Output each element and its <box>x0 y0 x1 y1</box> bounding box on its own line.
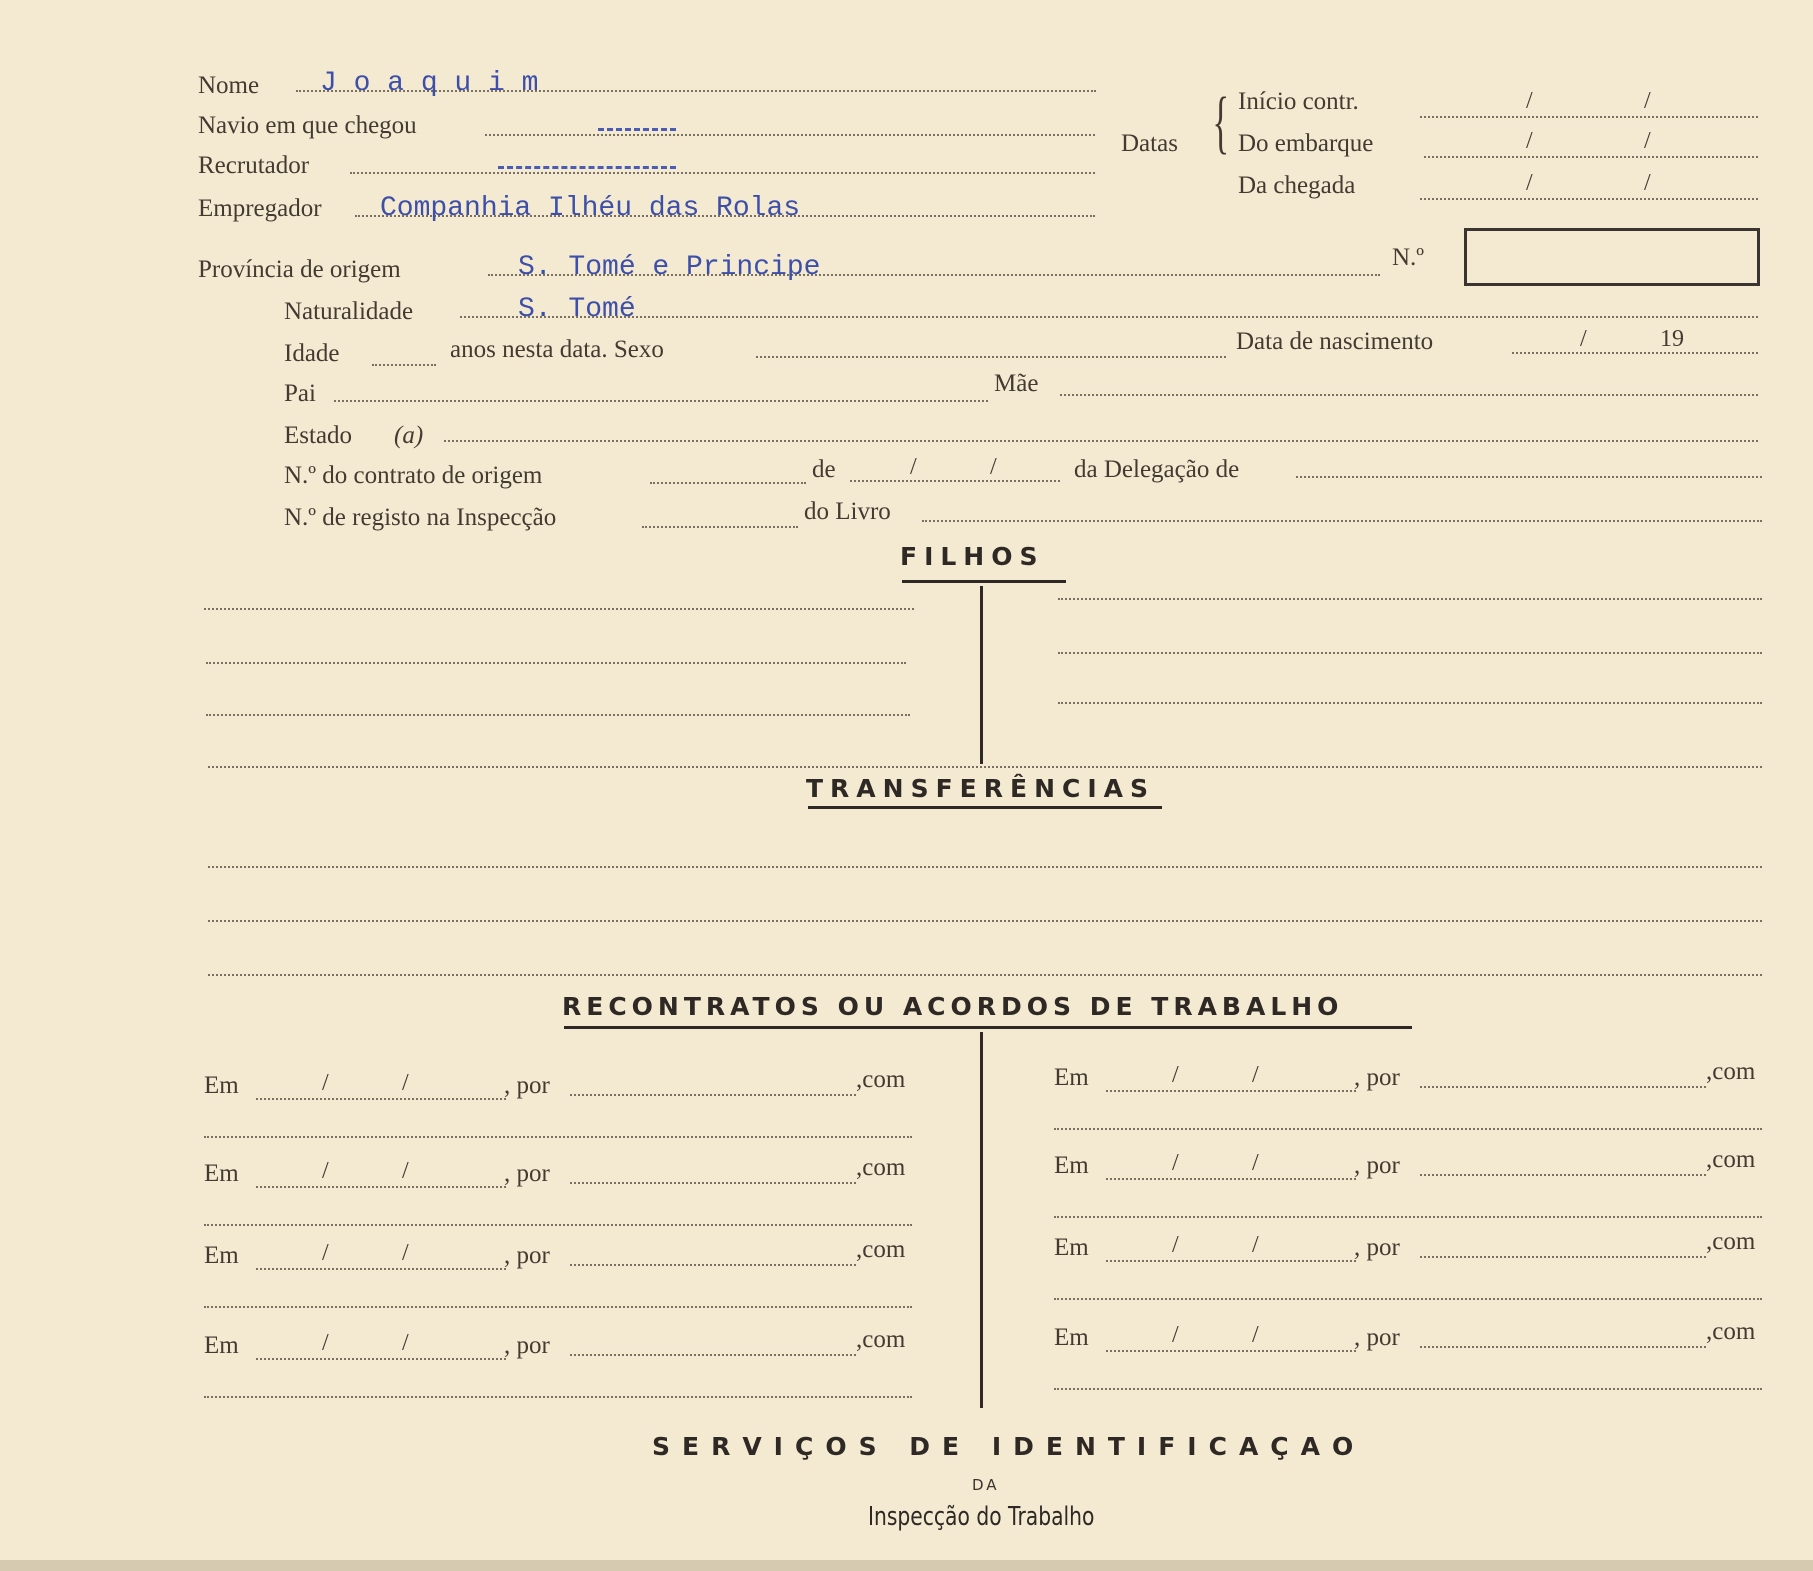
recontrato-left-1-date-slash-1: / <box>322 1070 329 1096</box>
inicio-date-slash-2: / <box>1644 88 1651 114</box>
transferencias-line-2[interactable] <box>208 920 1762 922</box>
transferencias-heading: TRANSFERÊNCIAS <box>806 774 1155 803</box>
recontrato-left-1-continuation-line[interactable] <box>204 1136 912 1138</box>
livro-field-line[interactable] <box>922 520 1762 522</box>
estado-label: Estado <box>284 422 353 449</box>
filhos-bottom-line[interactable] <box>208 766 1762 768</box>
navio-label: Navio em que chegou <box>198 112 417 139</box>
contrato-date-slash-2: / <box>990 454 997 480</box>
delegacao-field-line[interactable] <box>1296 476 1762 478</box>
recontrato-right-1-continuation-line[interactable] <box>1054 1128 1762 1130</box>
registo-field-line[interactable] <box>642 526 798 528</box>
recontrato-left-4-date-slash-1: / <box>322 1330 329 1356</box>
recontratos-divider <box>980 1032 983 1408</box>
recontrato-left-4-date-line[interactable] <box>256 1358 506 1360</box>
nome-value: J o a q u i m <box>320 68 539 99</box>
naturalidade-label: Naturalidade <box>284 298 414 325</box>
recontrato-left-3-date-slash-1: / <box>322 1240 329 1266</box>
recontrato-left-4-em-label: Em <box>204 1332 239 1359</box>
nascimento-date-slash: / <box>1580 326 1587 352</box>
recontrato-right-1-em-label: Em <box>1054 1064 1089 1091</box>
recontrato-left-4-date-slash-2: / <box>402 1330 409 1356</box>
contrato-label: N.º do contrato de origem <box>284 462 543 489</box>
anos-sexo-label: anos nesta data. Sexo <box>450 336 664 363</box>
recontrato-right-3-por-line[interactable] <box>1420 1256 1706 1258</box>
recontrato-right-2-date-line[interactable] <box>1106 1178 1356 1180</box>
recontrato-left-1-date-line[interactable] <box>256 1098 506 1100</box>
datas-brace-icon: { <box>1212 84 1230 161</box>
recontrato-left-3-date-line[interactable] <box>256 1268 506 1270</box>
recontrato-left-2-com-label: ,com <box>856 1154 906 1181</box>
recontrato-left-1-date-slash-2: / <box>402 1070 409 1096</box>
recontratos-underline <box>564 1026 1412 1029</box>
recontrato-right-2-date-slash-2: / <box>1252 1150 1259 1176</box>
transferencias-line-1[interactable] <box>208 866 1762 868</box>
livro-label: do Livro <box>804 498 891 525</box>
recontrato-left-4-com-label: ,com <box>856 1326 906 1353</box>
recontratos-heading: RECONTRATOS OU ACORDOS DE TRABALHO <box>562 992 1344 1021</box>
recontrato-right-1-por-label: , por <box>1354 1064 1400 1091</box>
idade-field-line[interactable] <box>372 364 436 366</box>
provincia-label: Província de origem <box>198 256 401 283</box>
chegada-label: Da chegada <box>1238 172 1356 199</box>
recontrato-left-2-por-label: , por <box>504 1160 550 1187</box>
filhos-left-line-3[interactable] <box>206 714 910 716</box>
recrutador-typed-dashes <box>498 166 676 169</box>
nascimento-label: Data de nascimento <box>1236 328 1434 355</box>
recontrato-left-2-em-label: Em <box>204 1160 239 1187</box>
registo-label: N.º de registo na Inspecção <box>284 504 557 531</box>
recontrato-right-2-date-slash-1: / <box>1172 1150 1179 1176</box>
embarque-label: Do embarque <box>1238 130 1374 157</box>
filhos-right-line-3[interactable] <box>1058 702 1762 704</box>
contrato-de-label: de <box>812 456 836 483</box>
sexo-field-line[interactable] <box>756 356 1226 358</box>
recontrato-right-1-date-slash-1: / <box>1172 1062 1179 1088</box>
recontrato-left-3-continuation-line[interactable] <box>204 1306 912 1308</box>
numero-label: N.º <box>1392 244 1425 271</box>
recontrato-left-2-por-line[interactable] <box>570 1182 856 1184</box>
numero-box[interactable] <box>1464 228 1760 286</box>
transferencias-underline <box>808 806 1162 809</box>
embarque-date-line[interactable] <box>1424 156 1758 158</box>
recontrato-left-3-date-slash-2: / <box>402 1240 409 1266</box>
recontrato-left-2-continuation-line[interactable] <box>204 1224 912 1226</box>
recontrato-left-3-por-line[interactable] <box>570 1264 856 1266</box>
mae-label: Mãe <box>994 370 1039 397</box>
recontrato-left-3-com-label: ,com <box>856 1236 906 1263</box>
recontrato-left-1-por-label: , por <box>504 1072 550 1099</box>
recontrato-right-2-por-label: , por <box>1354 1152 1400 1179</box>
filhos-heading: FILHOS <box>900 542 1045 571</box>
recrutador-label: Recrutador <box>198 152 310 179</box>
recontrato-right-3-date-slash-2: / <box>1252 1232 1259 1258</box>
recontrato-left-4-continuation-line[interactable] <box>204 1396 912 1398</box>
recontrato-right-4-date-line[interactable] <box>1106 1350 1356 1352</box>
recontrato-right-3-por-label: , por <box>1354 1234 1400 1261</box>
embarque-date-slash-2: / <box>1644 128 1651 154</box>
navio-field-line[interactable] <box>485 134 1095 136</box>
pai-label: Pai <box>284 380 316 407</box>
contrato-date-line[interactable] <box>850 480 1060 482</box>
naturalidade-value: S. Tomé <box>518 294 636 325</box>
recontrato-right-3-continuation-line[interactable] <box>1054 1298 1762 1300</box>
contrato-field-line[interactable] <box>650 482 806 484</box>
recontrato-right-1-com-label: ,com <box>1706 1058 1756 1085</box>
recontrato-left-3-por-label: , por <box>504 1242 550 1269</box>
datas-label: Datas <box>1121 130 1178 157</box>
inicio-date-slash-1: / <box>1526 88 1533 114</box>
recontrato-right-4-com-label: ,com <box>1706 1318 1756 1345</box>
inicio-label: Início contr. <box>1238 88 1359 115</box>
navio-typed-dashes <box>598 128 676 131</box>
recontrato-right-2-por-line[interactable] <box>1420 1174 1706 1176</box>
filhos-left-line-2[interactable] <box>206 662 906 664</box>
mae-field-line[interactable] <box>1060 394 1758 396</box>
provincia-value: S. Tomé e Principe <box>518 252 821 283</box>
recontrato-right-1-date-slash-2: / <box>1252 1062 1259 1088</box>
recontrato-left-2-date-slash-2: / <box>402 1158 409 1184</box>
inicio-date-line[interactable] <box>1420 116 1758 118</box>
recontrato-right-3-date-line[interactable] <box>1106 1260 1356 1262</box>
chegada-date-slash-1: / <box>1526 170 1533 196</box>
empregador-value: Companhia Ilhéu das Rolas <box>380 193 801 224</box>
filhos-right-line-1[interactable] <box>1058 598 1762 600</box>
recontrato-right-3-date-slash-1: / <box>1172 1232 1179 1258</box>
recontrato-right-4-por-label: , por <box>1354 1324 1400 1351</box>
estado-note: (a) <box>394 422 424 449</box>
filhos-divider <box>980 586 983 764</box>
estado-field-line[interactable] <box>444 440 1758 442</box>
empregador-label: Empregador <box>198 195 322 222</box>
recontrato-right-2-continuation-line[interactable] <box>1054 1216 1762 1218</box>
recontrato-left-2-date-slash-1: / <box>322 1158 329 1184</box>
recontrato-left-2-date-line[interactable] <box>256 1186 506 1188</box>
contrato-date-slash-1: / <box>910 454 917 480</box>
nascimento-date-line[interactable] <box>1512 352 1758 354</box>
recontrato-right-2-com-label: ,com <box>1706 1146 1756 1173</box>
recontrato-right-4-em-label: Em <box>1054 1324 1089 1351</box>
recontrato-left-1-com-label: ,com <box>856 1066 906 1093</box>
servicos-heading: SERVIÇOS DE IDENTIFICAÇAO <box>652 1432 1366 1461</box>
recontrato-right-4-date-slash-2: / <box>1252 1322 1259 1348</box>
filhos-right-line-2[interactable] <box>1058 652 1762 654</box>
naturalidade-field-line[interactable] <box>460 316 1758 318</box>
recontrato-right-4-por-line[interactable] <box>1420 1346 1706 1348</box>
recontrato-left-4-por-label: , por <box>504 1332 550 1359</box>
recontrato-right-1-por-line[interactable] <box>1420 1086 1706 1088</box>
recontrato-left-3-em-label: Em <box>204 1242 239 1269</box>
embarque-date-slash-1: / <box>1526 128 1533 154</box>
recontrato-right-3-com-label: ,com <box>1706 1228 1756 1255</box>
nascimento-year-prefix: 19 <box>1660 326 1684 352</box>
recontrato-right-3-em-label: Em <box>1054 1234 1089 1261</box>
filhos-underline <box>902 580 1066 583</box>
idade-label: Idade <box>284 340 340 367</box>
recrutador-field-line[interactable] <box>350 172 1095 174</box>
delegacao-label: da Delegação de <box>1074 456 1240 483</box>
recontrato-right-2-em-label: Em <box>1054 1152 1089 1179</box>
recontrato-right-4-continuation-line[interactable] <box>1054 1388 1762 1390</box>
recontrato-right-1-date-line[interactable] <box>1106 1090 1356 1092</box>
chegada-date-slash-2: / <box>1644 170 1651 196</box>
footer-da: DA <box>972 1476 1000 1494</box>
pai-field-line[interactable] <box>334 400 988 402</box>
recontrato-right-4-date-slash-1: / <box>1172 1322 1179 1348</box>
recontrato-left-1-em-label: Em <box>204 1072 239 1099</box>
recontrato-left-1-por-line[interactable] <box>570 1094 856 1096</box>
footer-inspeccao: Inspecção do Trabalho <box>868 1502 1095 1532</box>
chegada-date-line[interactable] <box>1420 198 1758 200</box>
transferencias-line-3[interactable] <box>208 974 1762 976</box>
nome-label: Nome <box>198 72 260 99</box>
recontrato-left-4-por-line[interactable] <box>570 1354 856 1356</box>
filhos-left-line-1[interactable] <box>204 608 914 610</box>
